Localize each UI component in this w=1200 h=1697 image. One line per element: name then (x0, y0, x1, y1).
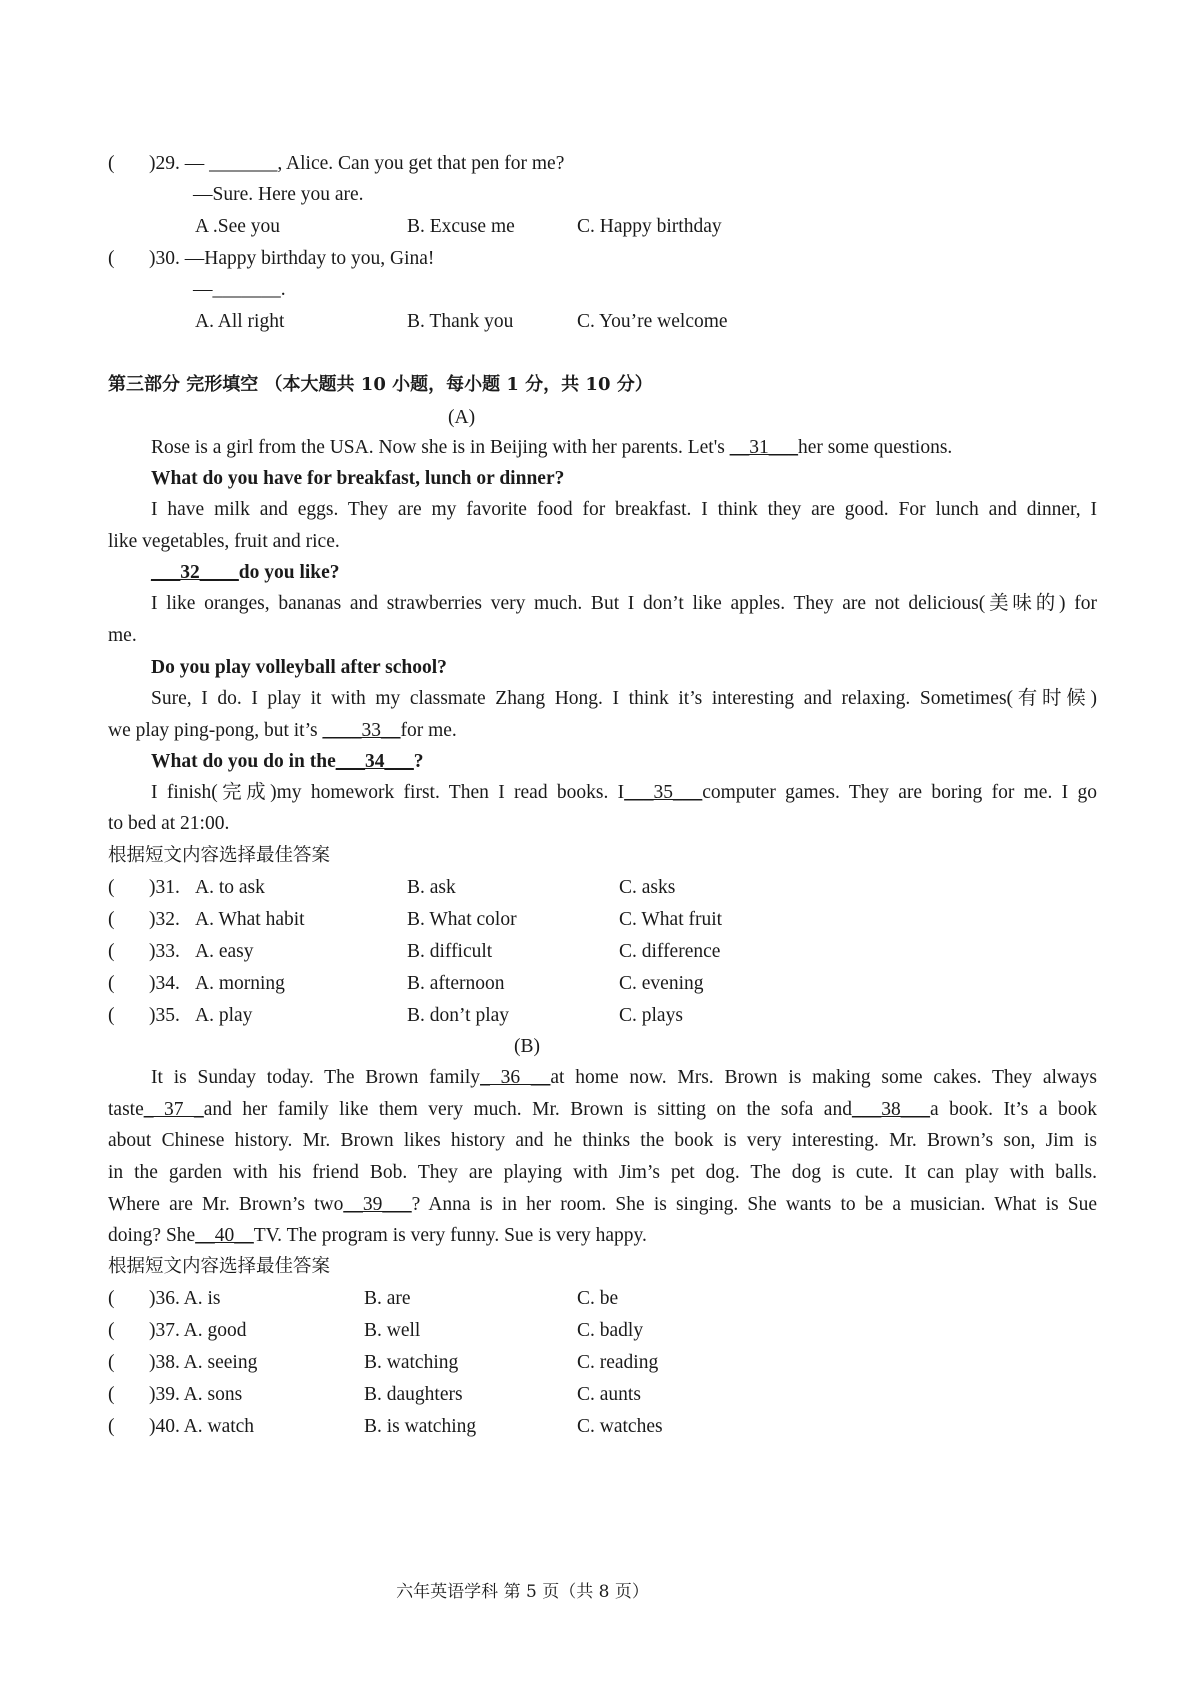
answer-4-text-end: computer games. They are boring for me. I go (702, 782, 1097, 803)
q39-option-b: B. daughters (364, 1384, 463, 1405)
q30-option-b: B. Thank you (407, 311, 514, 332)
blank-38[interactable]: ___38___ (851, 1099, 930, 1120)
q31-option-a: A. to ask (195, 877, 265, 898)
passage-a-label: (A) (448, 407, 476, 428)
page-footer: 六年英语学科 第 5 页（共 8 页） (396, 1582, 649, 1602)
passage-b-text: a book. It’s a book (929, 1099, 1097, 1120)
passage-b-text: ? Anna is in her room. She is singing. She wants to be a musician. What is Sue (411, 1194, 1097, 1215)
passage-b-text: Where are Mr. Brown’s two (108, 1194, 344, 1215)
q37-option-b: B. well (364, 1320, 421, 1341)
passage-b-label: (B) (514, 1036, 540, 1057)
question-heading-2-text: do you like? (238, 562, 340, 583)
answer-3-text: we play ping-pong, but it’s (108, 720, 323, 741)
passage-b-instruction: 根据短文内容选择最佳答案 (108, 1256, 331, 1277)
blank-34[interactable]: ___34___ (335, 751, 414, 772)
q36-bracket: ( (108, 1288, 115, 1309)
q31-option-c: C. asks (619, 877, 676, 898)
q29-prompt (149, 152, 564, 176)
passage-a-instruction: 根据短文内容选择最佳答案 (108, 845, 331, 866)
passage-b-text: It is Sunday today. The Brown family (151, 1067, 481, 1088)
blank-37[interactable]: _ 37 _ (143, 1099, 204, 1120)
intro-text: Rose is a girl from the USA. Now she is in Beijing with her parents. Let's (151, 437, 730, 458)
answer-4-line-1 (151, 781, 1097, 805)
q31-bracket: ( (108, 877, 115, 898)
q40-option-a: )40. A. watch (149, 1416, 255, 1437)
q32-bracket: ( (108, 909, 115, 930)
blank-31[interactable]: __31___ (729, 437, 798, 458)
q35-number: )35. (149, 1005, 180, 1026)
q36-option-b: B. are (364, 1288, 411, 1309)
part3-heading: 第三部分 完形填空 （本大题共 10 小题，每小题 1 分，共 10 分） (108, 374, 653, 395)
q38-bracket: ( (108, 1352, 115, 1373)
answer-3-line-2 (108, 719, 457, 743)
q34-option-a: A. morning (195, 973, 285, 994)
blank-39[interactable]: __39___ (343, 1194, 412, 1215)
q39-bracket: ( (108, 1384, 115, 1405)
q39-option-c: C. aunts (577, 1384, 641, 1405)
q34-bracket: ( (108, 973, 115, 994)
passage-b-line-1 (151, 1066, 1097, 1090)
q40-bracket: ( (108, 1416, 115, 1437)
q35-bracket: ( (108, 1005, 115, 1026)
q35-option-a: A. play (195, 1005, 253, 1026)
blank-33[interactable]: ____33__ (322, 720, 401, 741)
answer-1-line-2: like vegetables, fruit and rice. (108, 531, 340, 552)
q31-number: )31. (149, 877, 180, 898)
passage-b-line-5 (108, 1193, 1097, 1217)
q40-option-c: C. watches (577, 1416, 663, 1437)
q30-number: )30. (149, 248, 180, 269)
q33-bracket: ( (108, 941, 115, 962)
q39-option-a: )39. A. sons (149, 1384, 243, 1405)
q32-number: )32. (149, 909, 180, 930)
answer-1-line-1: I have milk and eggs. They are my favorite food for breakfast. I think they are good. For lunch and dinner, I (151, 499, 1097, 520)
passage-b-line-6 (108, 1224, 647, 1248)
q35-option-b: B. don’t play (407, 1005, 510, 1026)
passage-b-text: at home now. Mrs. Brown is making some cakes. They always (550, 1067, 1097, 1088)
q30-option-c: C. You’re welcome (577, 311, 728, 332)
question-heading-4 (151, 750, 424, 774)
q29-dash: — (184, 153, 210, 174)
q37-bracket: ( (108, 1320, 115, 1341)
q29-option-b: B. Excuse me (407, 216, 515, 237)
passage-b-line-3: about Chinese history. Mr. Brown likes history and he thinks the book is very interesting. Mr. Brown’s son, Jim is (108, 1130, 1097, 1151)
answer-4-text: I finish(完成)my homework first. Then I read books. I (151, 782, 625, 803)
q34-number: )34. (149, 973, 180, 994)
blank-35[interactable]: ___35___ (624, 782, 703, 803)
q29-reply: —Sure. Here you are. (193, 184, 364, 205)
passage-b-text: TV. The program is very funny. Sue is very happy. (253, 1225, 647, 1246)
answer-4-line-2: to bed at 21:00. (108, 813, 230, 834)
answer-2-line-2: me. (108, 625, 137, 646)
q33-number: )33. (149, 941, 180, 962)
passage-b-text: and her family like them very much. Mr. Brown is sitting on the sofa and (203, 1099, 852, 1120)
q37-option-c: C. badly (577, 1320, 644, 1341)
q30-bracket: ( (108, 248, 115, 269)
q34-option-b: B. afternoon (407, 973, 505, 994)
intro-text-end: her some questions. (797, 437, 953, 458)
blank-36[interactable]: _ 36 __ (480, 1067, 551, 1088)
q30-option-a: A. All right (195, 311, 285, 332)
passage-b-text: doing? She (108, 1225, 196, 1246)
q29-text: , Alice. Can you get that pen for me? (277, 153, 565, 174)
blank-32[interactable]: ___32____ (151, 562, 239, 583)
q32-option-c: C. What fruit (619, 909, 723, 930)
question-heading-3: Do you play volleyball after school? (151, 657, 447, 678)
q33-option-a: A. easy (195, 941, 254, 962)
q38-option-c: C. reading (577, 1352, 659, 1373)
q36-option-c: C. be (577, 1288, 619, 1309)
q40-option-b: B. is watching (364, 1416, 477, 1437)
passage-b-line-2 (108, 1098, 1097, 1122)
question-heading-4-text: What do you do in the (151, 751, 336, 772)
answer-3-text-end: for me. (400, 720, 457, 741)
q38-option-b: B. watching (364, 1352, 459, 1373)
q30-reply[interactable]: —_______. (193, 279, 286, 300)
q30-text: —Happy birthday to you, Gina! (184, 248, 435, 269)
blank-40[interactable]: __40__ (195, 1225, 254, 1246)
q29-option-a: A .See you (195, 216, 281, 237)
q34-option-c: C. evening (619, 973, 704, 994)
q32-option-b: B. What color (407, 909, 517, 930)
passage-a-intro (151, 436, 952, 460)
answer-3-line-1: Sure, I do. I play it with my classmate Zhang Hong. I think it’s interesting and relaxing. Sometimes(有时候) (151, 688, 1097, 709)
q32-option-a: A. What habit (195, 909, 305, 930)
q33-option-b: B. difficult (407, 941, 493, 962)
passage-b-line-4: in the garden with his friend Bob. They are playing with Jim’s pet dog. The dog is cute. It can play with balls. (108, 1162, 1097, 1183)
question-heading-4-mark: ? (413, 751, 424, 772)
q38-option-a: )38. A. seeing (149, 1352, 258, 1373)
q33-option-c: C. difference (619, 941, 721, 962)
q35-option-c: C. plays (619, 1005, 683, 1026)
question-heading-2 (151, 561, 340, 585)
q29-blank[interactable]: _______ (209, 153, 278, 174)
q37-option-a: )37. A. good (149, 1320, 247, 1341)
q29-option-c: C. Happy birthday (577, 216, 722, 237)
answer-2-line-1: I like oranges, bananas and strawberries very much. But I don’t like apples. They are not delicious(美味的) for (151, 593, 1097, 614)
q31-option-b: B. ask (407, 877, 456, 898)
passage-b-text: taste (108, 1099, 144, 1120)
question-heading-1: What do you have for breakfast, lunch or dinner? (151, 468, 565, 489)
q36-option-a: )36. A. is (149, 1288, 221, 1309)
q29-bracket: ( (108, 153, 115, 174)
q30-prompt (149, 247, 434, 271)
q29-number: )29. (149, 153, 180, 174)
